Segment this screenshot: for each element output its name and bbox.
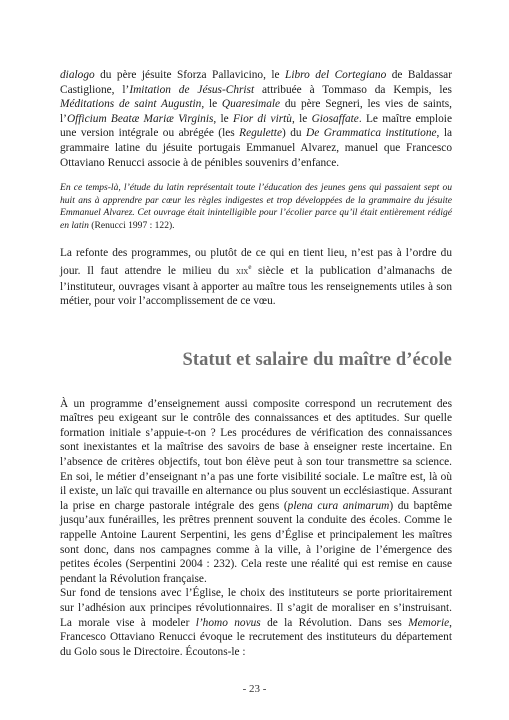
latin-term: l’homo novus	[195, 616, 261, 629]
paragraph-2	[60, 246, 452, 309]
text: du père jésuite Sforza Pallavicino, le	[94, 69, 286, 81]
page-content	[60, 68, 452, 659]
text: siècle et la publication d’almanachs de l’instituteur, ouvrages visant à apporter au maître tous les renseignements utiles à son métier, pour voir l’accomplissement de ce vœu.	[60, 264, 452, 308]
text: du père Segneri, les vies de saints, l’	[60, 98, 452, 125]
text: La refonte des programmes, ou plutôt de ce qui en tient lieu, n’est pas à l’ordre du jour. Il faut attendre le milieu du	[60, 246, 452, 277]
text: , le	[201, 98, 222, 111]
text: ) du	[281, 127, 307, 140]
work-title: De Grammatica institutione	[306, 127, 437, 140]
quote-text: En ce temps-là, l’étude du latin représentait toute l’éducation des jeunes gens qui passaient sept ou huit ans à apprendre par cœur les règles indigestes et trop développées de la grammaire du jésuite Emmanuel Alvarez. Cet ouvrage était inintelligible pour l’écolier parce qu’il était entièrement rédigé en latin	[60, 182, 452, 231]
work-title: dialogo	[60, 69, 95, 81]
text: attribuée à Tommaso da Kempis, les	[254, 83, 452, 96]
text: , Francesco Ottaviano Renucci évoque le recrutement des instituteurs du département du Golo sous le Directoire. Écoutons-le :	[60, 616, 452, 658]
work-title: Memorie	[408, 616, 450, 629]
latin-term: plena cura animarum	[287, 499, 390, 512]
work-title: Quaresimale	[221, 98, 281, 111]
work-title: Fior di virtù	[232, 112, 292, 125]
century-numeral: xix	[235, 265, 249, 277]
quote-citation: (Renucci 1997 : 122).	[88, 219, 175, 231]
text: Sur fond de tensions avec l’Église, le choix des instituteurs se porte prioritairement sur l’adhésion aux principes révolutionnaires. Il s’agit de moraliser en s’instruisant. La morale vise à modeler	[60, 587, 452, 629]
text: À un programme d’enseignement aussi composite correspond un recrutement des maîtres peu exigeant sur le contrôle des connaissances et des aptitudes. Sur quelle formation initiale s’appuie-t-on ? Les procédures de vérification des connaissances sont inexistantes et la maîtrise des savoirs de base à enseigner reste incertaine. En l’absence de critères objectifs, tout bon élève peut à son tour transmettre sa science. En soi, le métier d’enseignant n’a pas une forte visibilité sociale. Le maître est, là où il existe, un laïc qui travaille en alternance ou plus souvent un ecclésiastique. Assurant la prise en charge pastorale intégrale des gens (	[60, 397, 452, 512]
paragraph-4	[60, 586, 452, 659]
text: , la grammaire latine du jésuite portugais Emmanuel Alvarez, manuel que Francesco Ottaviano Renucci associe à de pénibles souvenirs d’enfance.	[60, 127, 453, 169]
text: , le	[213, 112, 233, 125]
work-title: Méditations de saint Augustin	[60, 98, 202, 111]
text: , le	[291, 112, 312, 125]
text: ) du baptême jusqu’aux funérailles, les prêtres prennent souvent la conduite des écoles. Comme le rappelle Antoine Laurent Serpentini, les gens d’Église et principalement les maîtres sont donc, dans nos campagnes comme à la ville, à l’origine de l’émergence des petites écoles (Serpentini 2004 : 232). Cela reste une réalité qui est remise en cause pendant la Révolution française.	[60, 499, 453, 585]
ordinal-suffix: e	[248, 263, 252, 272]
page-number: - 23 -	[242, 683, 267, 695]
work-title: Officium Beatæ Mariæ Virginis	[66, 112, 214, 125]
work-title: Libro del Cortegiano	[285, 69, 387, 81]
section-heading: Statut et salaire du maître d’école	[182, 349, 452, 370]
paragraph-1	[60, 68, 452, 170]
block-quote	[60, 182, 452, 232]
text: de la Révolution. Dans ses	[260, 616, 409, 629]
work-title: Imitation de Jésus-Christ	[129, 83, 255, 96]
work-title: Giosaffate	[311, 112, 359, 125]
text: . Le maître emploie une version intégrale ou abrégée (les	[60, 112, 452, 140]
work-title: Regulette	[239, 127, 282, 140]
text: de Baldassar Castiglione, l’	[60, 69, 452, 96]
paragraph-3	[60, 397, 452, 587]
